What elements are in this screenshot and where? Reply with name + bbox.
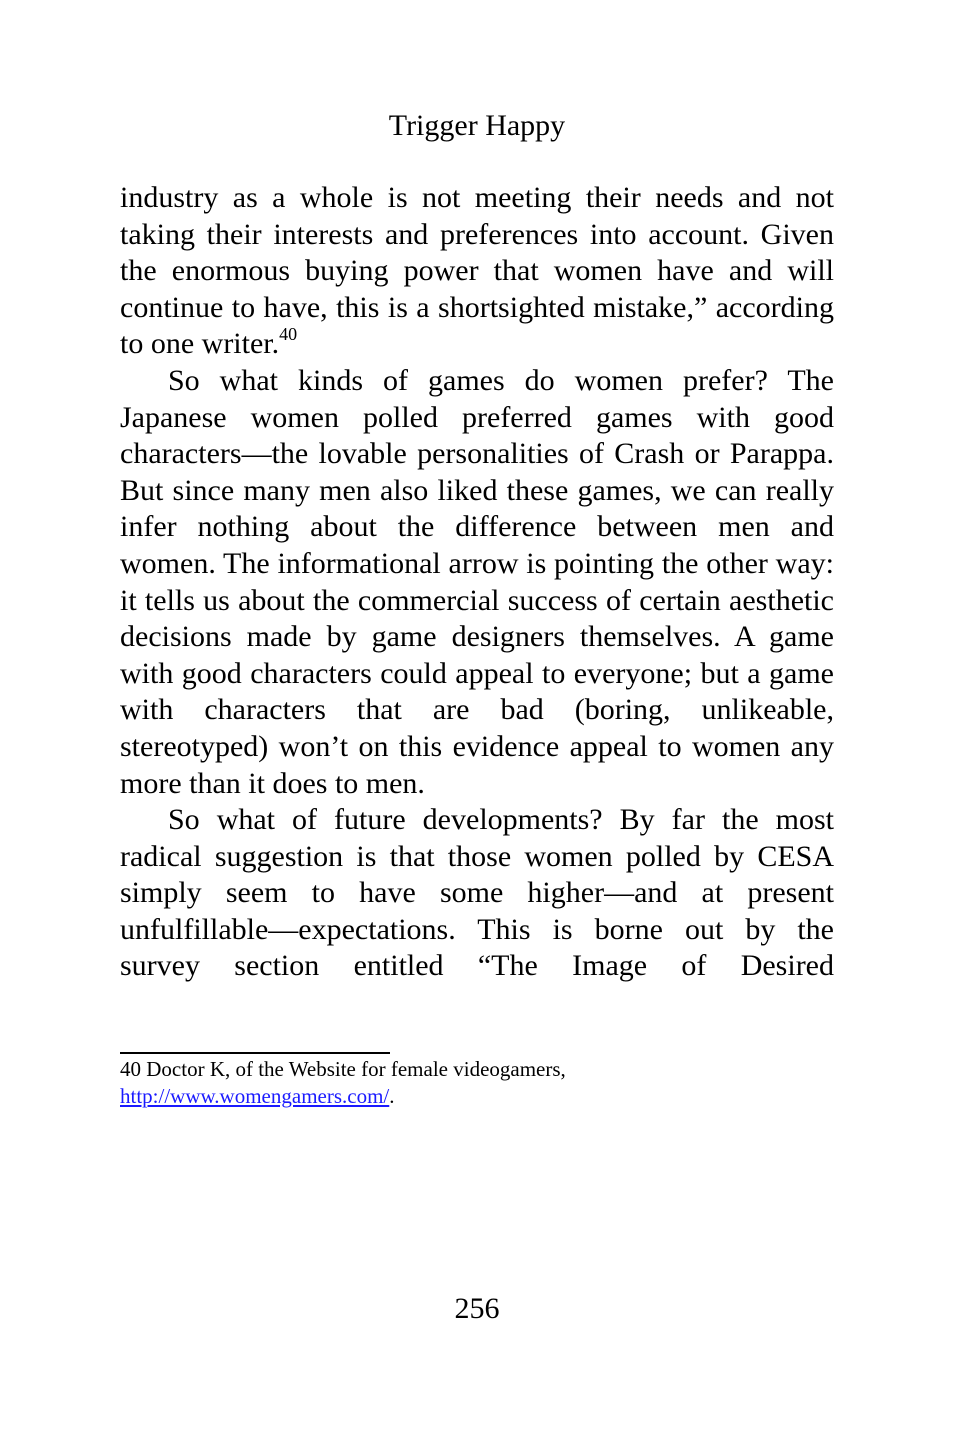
footnote-link-line <box>120 1083 834 1110</box>
paragraph-2: So what kinds of games do women prefer? The Japanese women polled preferred games with good characters—the lovable personalities of Crash or Parappa. But since many men also liked these games, we can really infer nothing about the difference between men and women. The informational arrow is pointing the other way: it tells us about the commercial success of certain aesthetic decisions made by game designers themselves. A game with good characters could appeal to everyone; but a game with characters that are bad (boring, unlikeable, stereotyped) won’t on this evidence appeal to women any more than it does to men. <box>120 363 834 800</box>
body-text <box>120 180 834 985</box>
paragraph-1-text: industry as a whole is not meeting their needs and not taking their interests and preferences into account. Given the enormous buying power that women have and will continue to have, this is a shortsighted mistake,” according to one writer. <box>120 181 834 361</box>
footnote-text: 40 Doctor K, of the Website for female videogamers, <box>120 1057 566 1081</box>
paragraph-1 <box>120 180 834 363</box>
footnote <box>120 1056 834 1110</box>
paragraph-3: So what of future developments? By far the most radical suggestion is that those women polled by CESA simply seem to have some higher—and at present unfulfillable—expectations. This is borne out by the survey section entitled “The Image of Desired <box>120 803 834 983</box>
running-head: Trigger Happy <box>388 109 566 142</box>
footnote-link[interactable]: http://www.womengamers.com/ <box>120 1084 390 1108</box>
footnote-reference[interactable]: 40 <box>279 324 298 345</box>
page-number: 256 <box>454 1292 500 1325</box>
footnote-separator <box>120 1052 390 1054</box>
footnote-trailing: . <box>389 1084 395 1108</box>
